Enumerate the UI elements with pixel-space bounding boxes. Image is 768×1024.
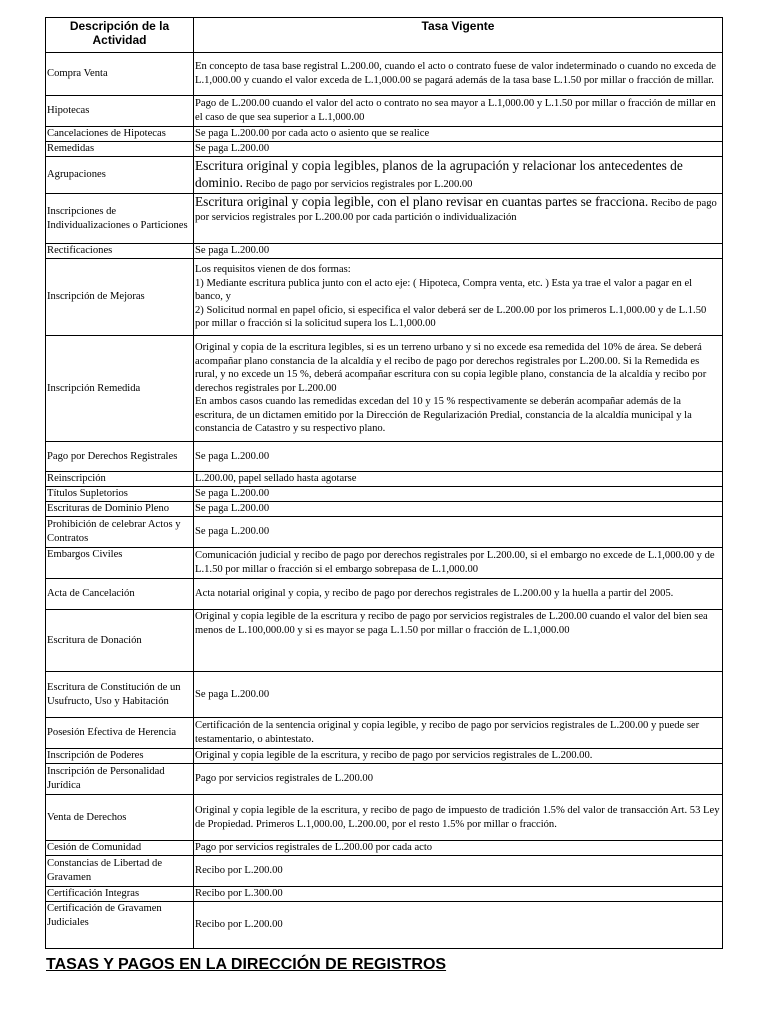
rate-cell	[194, 157, 723, 194]
rate-note-text: Recibo de pago por servicios registrales por L.200.00	[245, 179, 473, 190]
table-row	[46, 442, 723, 472]
table-row	[46, 502, 723, 517]
document-title: TASAS Y PAGOS EN LA DIRECCIÓN DE REGISTROS	[46, 956, 447, 973]
table-row	[46, 795, 723, 841]
table-row	[46, 194, 723, 244]
activity-cell: Escritura de Donación	[46, 610, 194, 672]
rate-cell: Pago de L.200.00 cuando el valor del acto o contrato no sea mayor a L.1,000.00 y L.1.50 por millar o fracción de millar en el caso de que sea superior a L.1,000.00	[194, 96, 723, 127]
table-row	[46, 579, 723, 610]
activity-cell: Rectificaciones	[46, 244, 194, 259]
rate-cell: Original y copia legible de la escritura y recibo de pago por servicios registrales de L.200.00 cuando el valor del bien sea menos de L.100,000.00 y si es mayor se paga L.1.50 por millar o fracción de L.1,000.00	[194, 610, 723, 672]
table-row	[46, 244, 723, 259]
activity-cell: Embargos Civiles	[46, 548, 194, 579]
activity-cell: Certificación Integras	[46, 887, 194, 902]
activity-cell: Agrupaciones	[46, 157, 194, 194]
table-row	[46, 610, 723, 672]
rate-cell: Se paga L.200.00	[194, 244, 723, 259]
rate-cell: Recibo por L.300.00	[194, 887, 723, 902]
table-row	[46, 53, 723, 96]
rate-line: Original y copia de la escritura legibles, si es un terreno urbano y si no excede esa remedida del 10% de área. Se deberá acompañar plano constancia de la alcaldía y el recibo de pago por derechos registrales por L.200.00. Si la Remedida es rural, y no excede un 15 %, deberá acompañar escritura con su copia legible plano, constancia de la alcaldía y recibo por derechos registrales por L.200.00	[195, 341, 707, 394]
rate-main-text: Escritura original y copia legibles, planos de la agrupación y relacionar los antecedentes de dominio.	[195, 158, 683, 190]
activity-cell: Acta de Cancelación	[46, 579, 194, 610]
activity-cell: Compra Venta	[46, 53, 194, 96]
table-row	[46, 902, 723, 949]
rate-note-text: Recibo de pago por servicios registrales por L.200.00 por cada partición o individualización	[195, 198, 717, 223]
table-row	[46, 887, 723, 902]
table-row	[46, 487, 723, 502]
table-row	[46, 718, 723, 749]
rate-cell: Pago por servicios registrales de L.200.00 por cada acto	[194, 841, 723, 856]
table-header-row	[46, 18, 723, 53]
activity-cell: Prohibición de celebrar Actos y Contratos	[46, 517, 194, 548]
table-row	[46, 548, 723, 579]
activity-cell: Cesión de Comunidad	[46, 841, 194, 856]
table-row	[46, 856, 723, 887]
rate-line: 2) Solicitud normal en papel oficio, si especifica el valor deberá ser de L.200.00 por los primeros L.1,000.00 y de L.1.50 por millar o fracción si la solicitud supera los L.1,000.00	[195, 304, 707, 330]
rate-main-text: Escritura original y copia legible, con el plano revisar en cuantas partes se fracciona.	[195, 194, 649, 209]
table-row	[46, 157, 723, 194]
table-row	[46, 472, 723, 487]
activity-cell: Remedidas	[46, 142, 194, 157]
rate-cell	[194, 259, 723, 336]
rate-cell: Acta notarial original y copia, y recibo de pago por derechos registrales de L.200.00 y la huella a partir del 2005.	[194, 579, 723, 610]
rate-cell: Se paga L.200.00 por cada acto o asiento que se realice	[194, 127, 723, 142]
activity-cell: Certificación de Gravamen Judiciales	[46, 902, 194, 949]
table-row	[46, 841, 723, 856]
activity-cell: Venta de Derechos	[46, 795, 194, 841]
rate-line: Los requisitos vienen de dos formas:	[195, 264, 351, 276]
activity-cell: Inscripción de Personalidad Jurídica	[46, 764, 194, 795]
rate-cell: Pago por servicios registrales de L.200.00	[194, 764, 723, 795]
rate-line: En ambos casos cuando las remedidas excedan del 10 y 15 % respectivamente se deberán acompañar además de la escritura, de un dictamen emitido por la Dirección de Regularización Predial, constancia de la alcaldía municipal y la constancia de Catastro y su respectivo plano.	[195, 396, 692, 435]
activity-column-header: Descripción de la Actividad	[46, 18, 194, 53]
rate-cell: L.200.00, papel sellado hasta agotarse	[194, 472, 723, 487]
rates-table	[45, 17, 723, 949]
activity-cell: Escritura de Constitución de un Usufructo, Uso y Habitación	[46, 672, 194, 718]
table-row	[46, 749, 723, 764]
activity-cell: Posesión Efectiva de Herencia	[46, 718, 194, 749]
rate-cell: En concepto de tasa base registral L.200.00, cuando el acto o contrato fuese de valor indeterminado o cuando no exceda de L.1,000.00 y cuando el valor exceda de L.1,000.00 se pagará además de la tasa base L.1.50 por millar o fracción de millar.	[194, 53, 723, 96]
rate-cell: Se paga L.200.00	[194, 487, 723, 502]
table-row	[46, 517, 723, 548]
activity-cell: Inscripción de Mejoras	[46, 259, 194, 336]
activity-cell: Reinscripción	[46, 472, 194, 487]
rate-cell: Se paga L.200.00	[194, 672, 723, 718]
activity-cell: Títulos Supletorios	[46, 487, 194, 502]
rate-cell	[194, 336, 723, 442]
rate-line: 1) Mediante escritura publica junto con el acto eje: ( Hipoteca, Compra venta, etc. ) Esta ya trae el valor a pagar en el banco, y	[195, 277, 693, 303]
table-row	[46, 336, 723, 442]
table-row	[46, 764, 723, 795]
table-row	[46, 96, 723, 127]
activity-cell: Inscripción de Poderes	[46, 749, 194, 764]
rate-cell: Se paga L.200.00	[194, 442, 723, 472]
activity-cell: Escrituras de Dominio Pleno	[46, 502, 194, 517]
table-row	[46, 127, 723, 142]
activity-cell: Hipotecas	[46, 96, 194, 127]
rate-cell: Original y copia legible de la escritura, y recibo de pago por servicios registrales de L.200.00.	[194, 749, 723, 764]
rate-cell: Se paga L.200.00	[194, 502, 723, 517]
rate-cell: Recibo por L.200.00	[194, 902, 723, 949]
table-row	[46, 259, 723, 336]
activity-cell: Cancelaciones de Hipotecas	[46, 127, 194, 142]
activity-cell: Constancias de Libertad de Gravamen	[46, 856, 194, 887]
rate-cell: Se paga L.200.00	[194, 142, 723, 157]
activity-cell: Pago por Derechos Registrales	[46, 442, 194, 472]
activity-cell: Inscripción Remedida	[46, 336, 194, 442]
rate-cell	[194, 194, 723, 244]
rate-cell: Certificación de la sentencia original y copia legible, y recibo de pago por servicios registrales de L.200.00 y puede ser testamentario, o abintestato.	[194, 718, 723, 749]
table-row	[46, 672, 723, 718]
rate-cell: Se paga L.200.00	[194, 517, 723, 548]
rate-cell: Original y copia legible de la escritura, y recibo de pago de impuesto de tradición 1.5% del valor de transacción Art. 53 Ley de Propiedad. Primeros L.1,000.00, L.200.00, por el resto 1.5% por millar o fracción.	[194, 795, 723, 841]
rate-cell: Recibo por L.200.00	[194, 856, 723, 887]
rate-cell: Comunicación judicial y recibo de pago por derechos registrales por L.200.00, si el embargo no excede de L.1,000.00 y de L.1.50 por millar o fracción si el embargo sobrepasa de L.1,000.00	[194, 548, 723, 579]
rate-column-header: Tasa Vigente	[194, 18, 723, 53]
activity-cell: Inscripciones de Individualizaciones o Particiones	[46, 194, 194, 244]
table-row	[46, 142, 723, 157]
